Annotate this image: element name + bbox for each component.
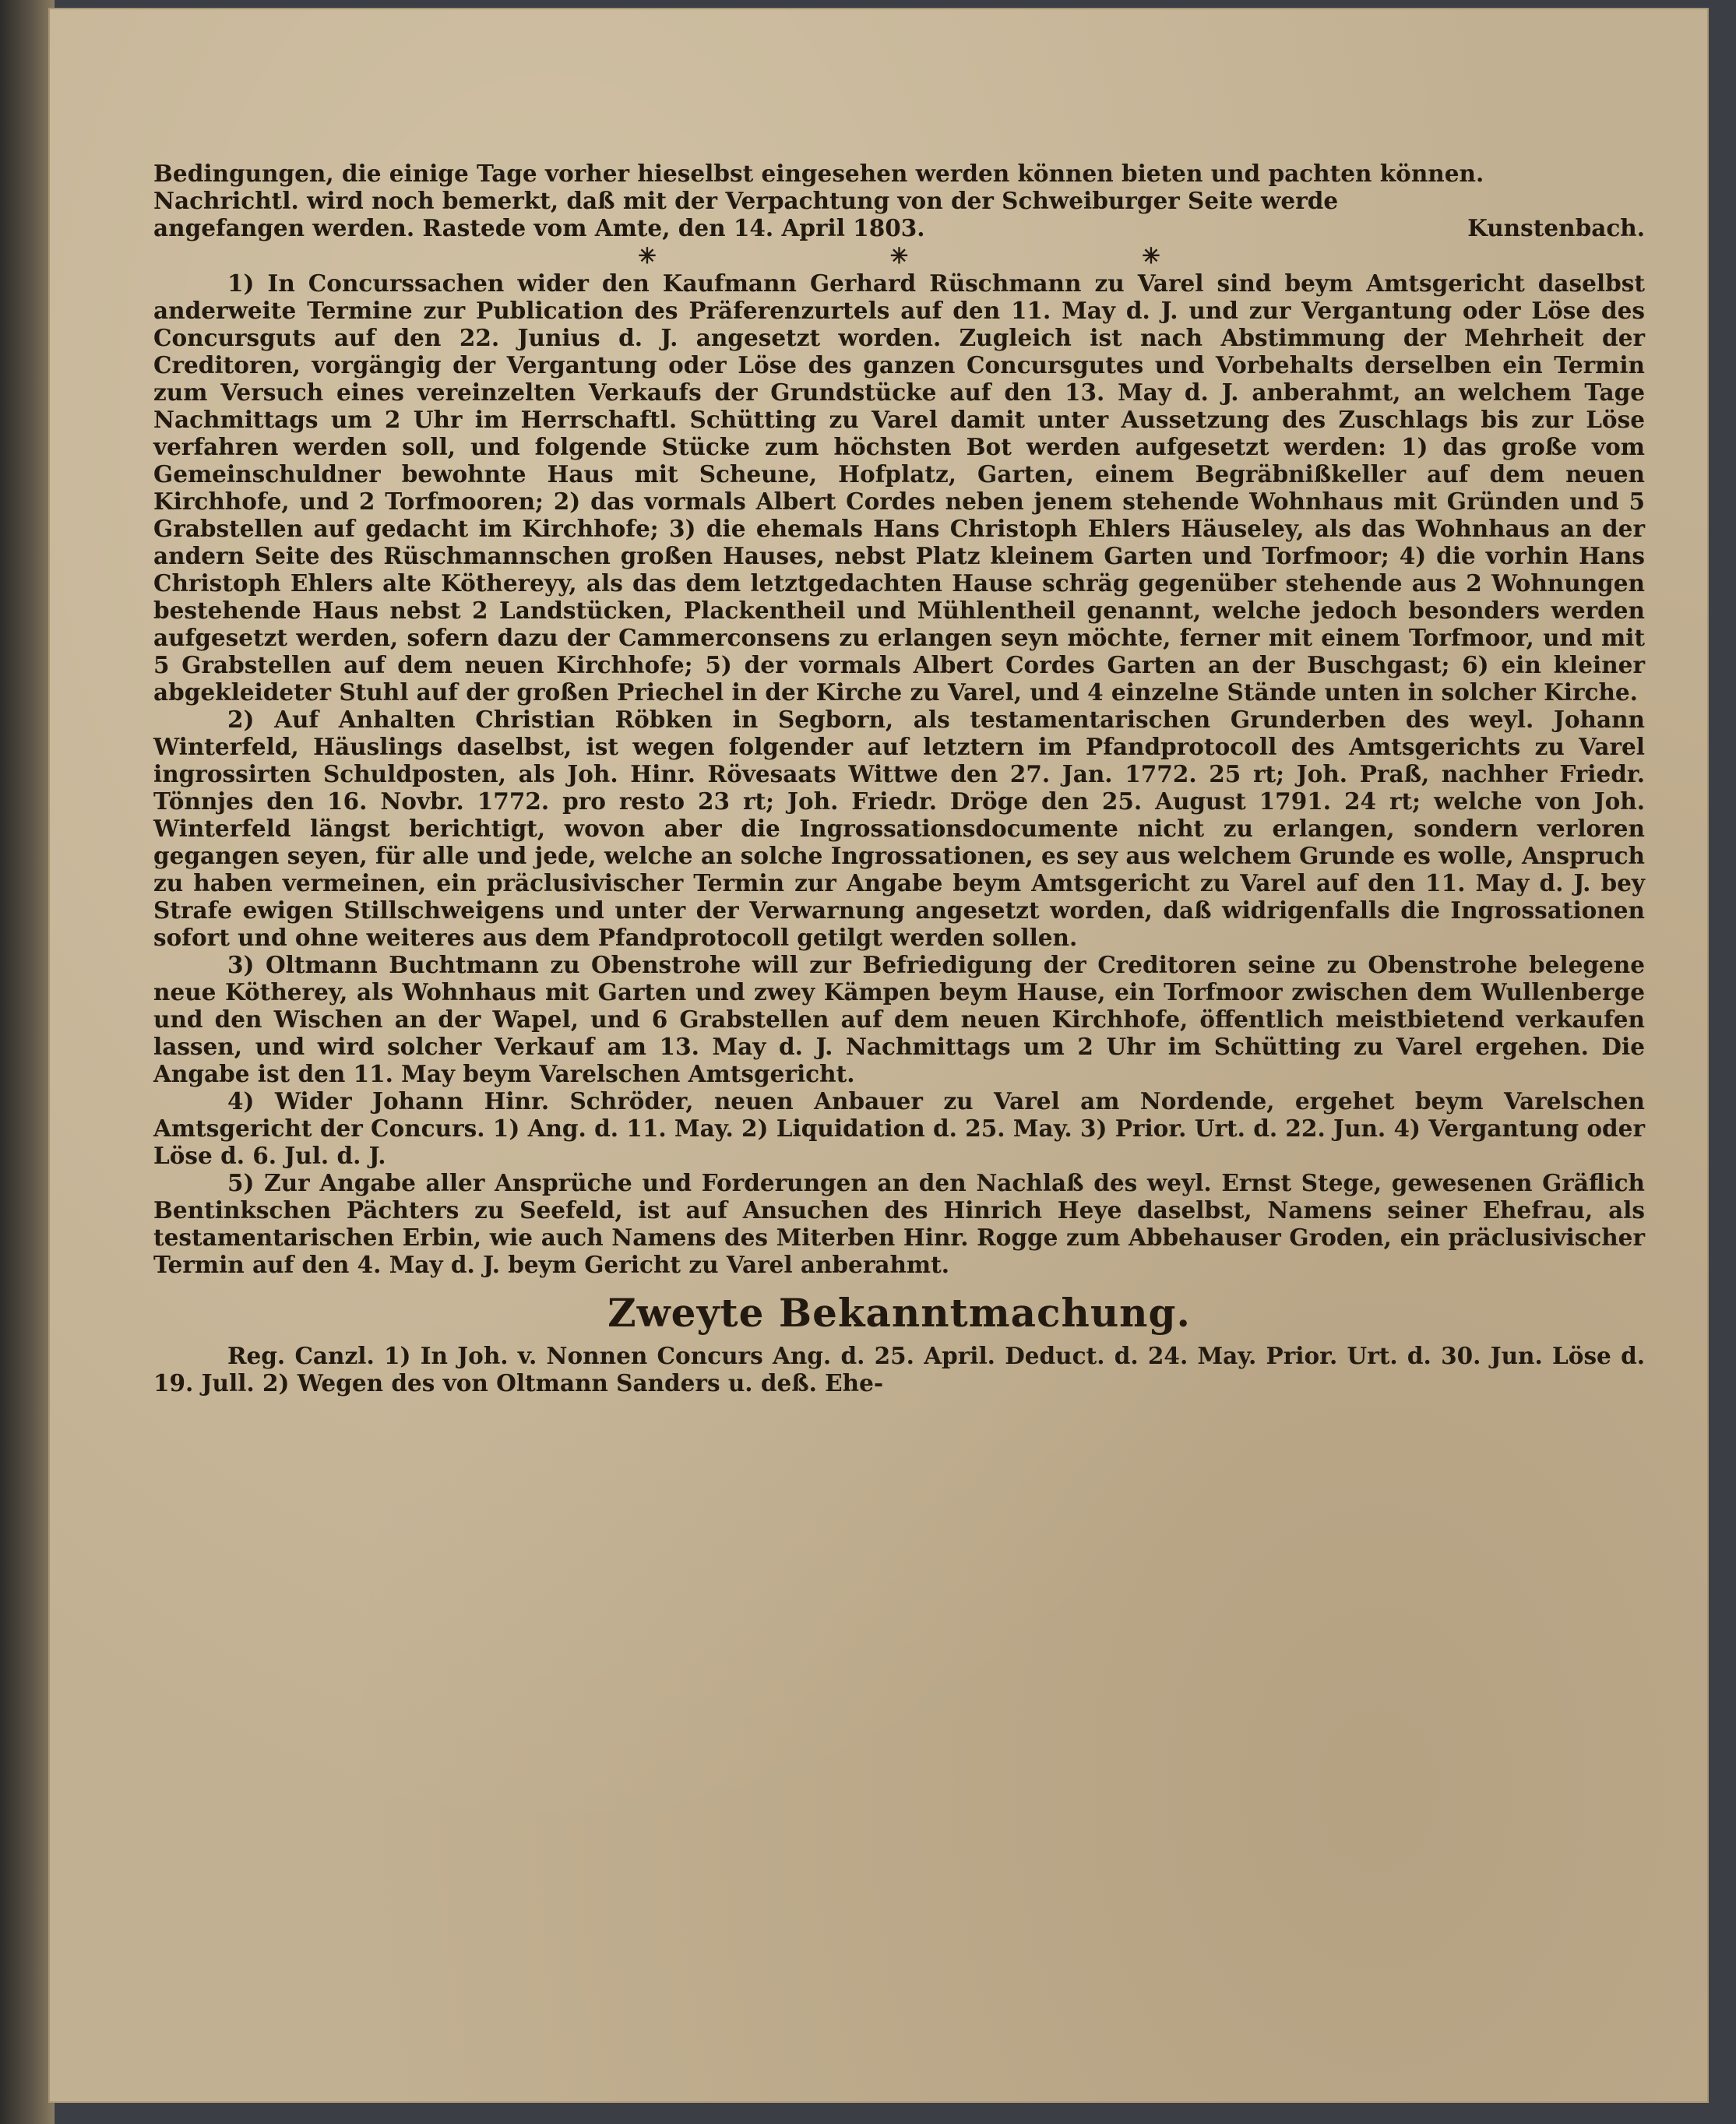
notice-paragraph-1: 1) In Concurssachen wider den Kaufmann Gerhard Rüschmann zu Varel sind beym Amtsgericht daselbst anderweite Termine zur Publication des Präferenzurtels auf den 11. May d. J. und zur Vergantung oder Löse des Concursguts auf den 22. Junius d. J. angesetzt worden. Zugleich ist nach Abstimmung der Mehrheit der Creditoren, vorgängig der Vergantung oder Löse des ganzen Concursgutes und Vorbehalts derselben ein Termin zum Versuch eines vereinzelten Verkaufs der Grundstücke auf den 13. May d. J. anberahmt, an welchem Tage Nachmittags um 2 Uhr im Herrschaftl. Schütting zu Varel damit unter Aussetzung des Zuschlags bis zur Löse verfahren werden soll, und folgende Stücke zum höchsten Bot werden aufgesetzt werden: 1) das große vom Gemeinschuldner bewohnte Haus mit Scheune, Hofplatz, Garten, einem Begräbnißkeller auf dem neuen Kirchhofe, und 2 Torfmooren; 2) das vormals Albert Cordes neben jenem stehende Wohnhaus mit Gründen und 5 Grabstellen auf gedacht im Kirchhofe; 3) die ehemals Hans Christoph Ehlers Häuseley, als das Wohnhaus an der andern Seite des Rüschmannschen großen Hauses, nebst Platz kleinem Garten und Torfmoor; 4) die vorhin Hans Christoph Ehlers alte Köthereyy, als das dem letztgedachten Hause schräg gegenüber stehende aus 2 Wohnungen bestehende Haus nebst 2 Landstücken, Plackentheil und Mühlentheil genannt, welche jedoch besonders werden aufgesetzt werden, sofern dazu der Cammerconsens zu erlangen seyn möchte, ferner mit einem Torfmoor, und mit 5 Grabstellen auf dem neuen Kirchhofe; 5) der vormals Albert Cordes Garten an der Buschgast; 6) ein kleiner abgekleideter Stuhl auf der großen Priechel in der Kirche zu Varel, und 4 einzelne Stände unten in solcher Kirche. <box>153 269 1645 706</box>
notice-paragraph-3: 3) Oltmann Buchtmann zu Obenstrohe will zur Befriedigung der Creditoren seine zu Obenstrohe belegene neue Kötherey, als Wohnhaus mit Garten und zwey Kämpen beym Hause, ein Torfmoor zwischen dem Wullenberge und den Wischen an der Wapel, und 6 Grabstellen auf dem neuen Kirchhofe, öffentlich meistbietend verkaufen lassen, und wird solcher Verkauf am 13. May d. J. Nachmittags um 2 Uhr im Schütting zu Varel ergehen. Die Angabe ist den 11. May beym Varelschen Amtsgericht. <box>153 951 1645 1087</box>
final-paragraph: Reg. Canzl. 1) In Joh. v. Nonnen Concurs Ang. d. 25. April. Deduct. d. 24. May. Prior. Urt. d. 30. Jun. Löse d. 19. Jull. 2) Wegen des von Oltmann Sanders u. deß. Ehe- <box>153 1342 1645 1397</box>
signature: Kunstenbach. <box>1467 214 1645 241</box>
intro-line-1: Bedingungen, die einige Tage vorher hieselbst eingesehen werden können bieten und pachten können. <box>153 160 1484 187</box>
section-heading: Zweyte Bekanntmachung. <box>607 1290 1191 1336</box>
notice-paragraph-4: 4) Wider Johann Hinr. Schröder, neuen Anbauer zu Varel am Nordende, ergehet beym Varelschen Amtsgericht der Concurs. 1) Ang. d. 11. May. 2) Liquidation d. 25. May. 3) Prior. Urt. d. 22. Jun. 4) Vergantung oder Löse d. 6. Jul. d. J. <box>153 1087 1645 1169</box>
intro-line-2: Nachrichtl. wird noch bemerkt, daß mit der Verpachtung von der Schweiburger Seite werde <box>153 187 1339 214</box>
separator-star-icon: ✳ <box>638 243 657 269</box>
intro-closing: angefangen werden. Rastede vom Amte, den 14. April 1803. <box>153 214 925 241</box>
separator-stars <box>153 243 1645 269</box>
intro-line-3 <box>153 214 1645 241</box>
notice-paragraph-2: 2) Auf Anhalten Christian Röbken in Segborn, als testamentarischen Grunderben des weyl. Johann Winterfeld, Häuslings daselbst, ist wegen folgender auf letztern im Pfandprotocoll des Amtsgerichts zu Varel ingrossirten Schuldposten, als Joh. Hinr. Rövesaats Wittwe den 27. Jan. 1772. 25 rt; Joh. Praß, nachher Friedr. Tönnjes den 16. Novbr. 1772. pro resto 23 rt; Joh. Friedr. Dröge den 25. August 1791. 24 rt; welche von Joh. Winterfeld längst berichtigt, wovon aber die Ingrossationsdocumente nicht zu erlangen, sondern verloren gegangen seyen, für alle und jede, welche an solche Ingrossationen, es sey aus welchem Grunde es wolle, Anspruch zu haben vermeinen, ein präclusivischer Termin zur Angabe beym Amtsgericht zu Varel auf den 11. May d. J. bey Strafe ewigen Stillschweigens und unter der Verwarnung angesetzt worden, daß widrigenfalls die Ingrossationen sofort und ohne weiteres aus dem Pfandprotocoll getilgt werden sollen. <box>153 706 1645 951</box>
book-spine <box>0 0 55 2124</box>
separator-star-icon: ✳ <box>889 243 909 269</box>
page-text <box>153 160 1645 1397</box>
separator-star-icon: ✳ <box>1142 243 1160 269</box>
document-page <box>48 8 1709 2103</box>
notice-paragraph-5: 5) Zur Angabe aller Ansprüche und Forderungen an den Nachlaß des weyl. Ernst Stege, gewesenen Gräflich Bentinkschen Pächters zu Seefeld, ist auf Ansuchen des Hinrich Heye daselbst, Namens seiner Ehefrau, als testamentarischen Erbin, wie auch Namens des Miterben Hinr. Rogge zum Abbehauser Groden, ein präclusivischer Termin auf den 4. May d. J. beym Gericht zu Varel anberahmt. <box>153 1169 1645 1278</box>
